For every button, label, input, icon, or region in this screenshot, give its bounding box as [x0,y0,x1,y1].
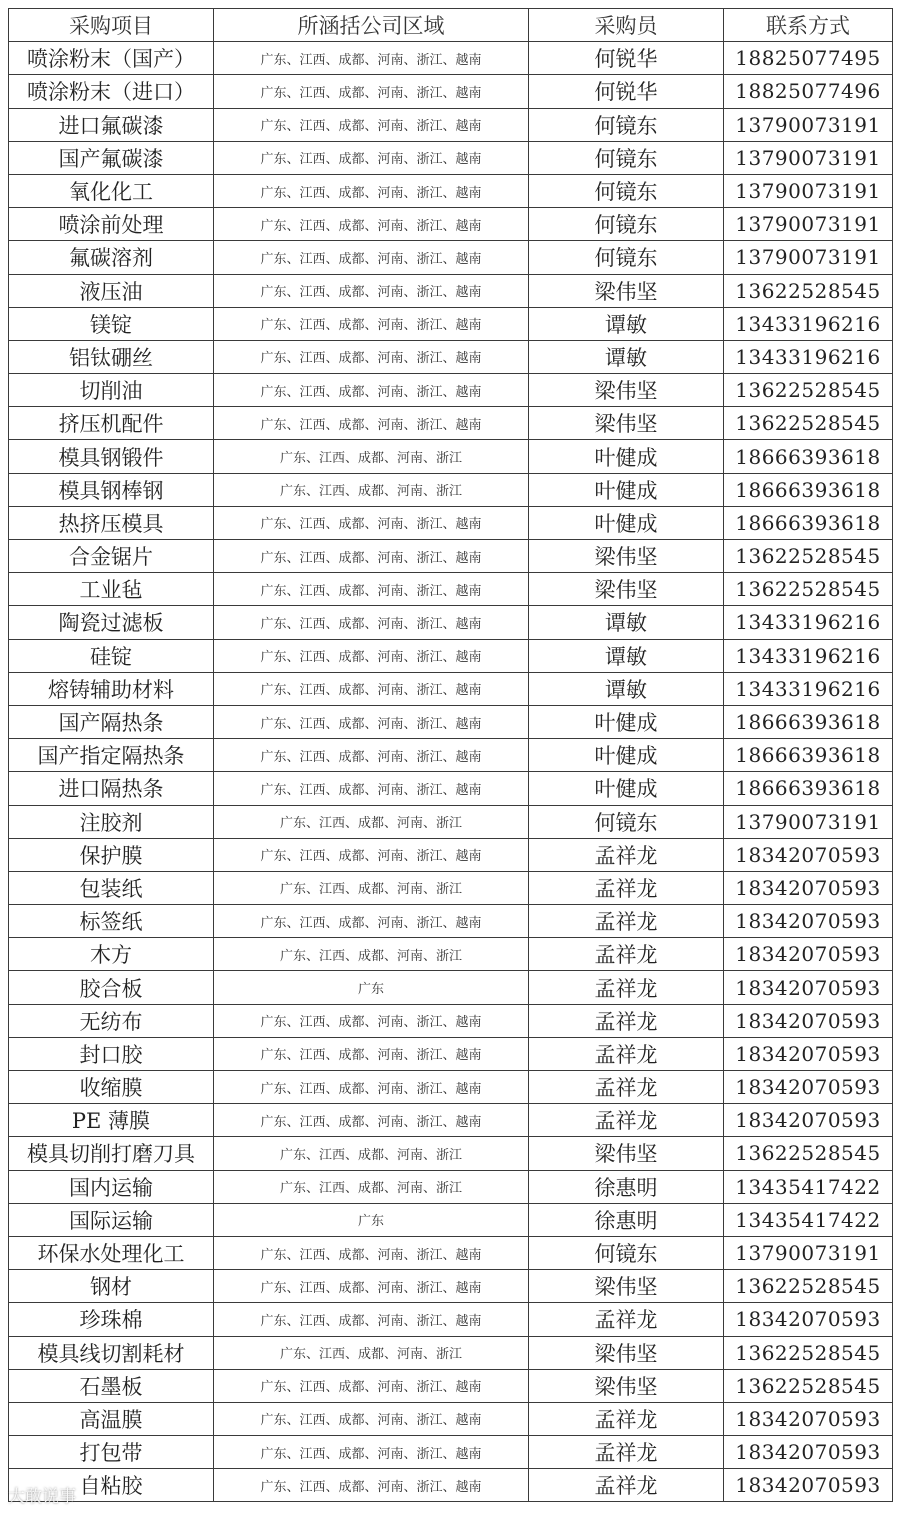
table-row [9,805,893,838]
cell-region: 广东、江西、成都、河南、浙江、越南 [214,208,529,241]
cell-item: 工业毡 [9,573,214,606]
table-row [9,1436,893,1469]
cell-item: 国产隔热条 [9,705,214,738]
cell-item: 木方 [9,938,214,971]
table-row [9,1004,893,1037]
table-row [9,871,893,904]
cell-region: 广东、江西、成都、河南、浙江、越南 [214,75,529,108]
cell-phone: 13435417422 [724,1203,893,1236]
cell-region: 广东、江西、成都、河南、浙江、越南 [214,374,529,407]
cell-item: 镁锭 [9,307,214,340]
cell-item: 喷涂前处理 [9,208,214,241]
cell-phone: 18666393618 [724,440,893,473]
cell-item: 环保水处理化工 [9,1236,214,1269]
table-row [9,1369,893,1402]
cell-region: 广东、江西、成都、河南、浙江 [214,1336,529,1369]
cell-region: 广东、江西、成都、河南、浙江、越南 [214,705,529,738]
cell-item: 合金锯片 [9,540,214,573]
cell-phone: 18342070593 [724,1037,893,1070]
cell-phone: 13790073191 [724,108,893,141]
cell-buyer: 叶健成 [529,473,724,506]
cell-item: 收缩膜 [9,1071,214,1104]
cell-region: 广东、江西、成都、河南、浙江、越南 [214,1004,529,1037]
cell-item: 国际运输 [9,1203,214,1236]
cell-buyer: 徐惠明 [529,1203,724,1236]
cell-region: 广东、江西、成都、河南、浙江、越南 [214,772,529,805]
cell-item: 进口隔热条 [9,772,214,805]
table-row [9,772,893,805]
cell-buyer: 梁伟坚 [529,540,724,573]
watermark-text: 大敢说事 [8,1487,76,1507]
header-region: 所涵括公司区域 [214,9,529,42]
cell-region: 广东、江西、成都、河南、浙江、越南 [214,407,529,440]
cell-buyer: 何镜东 [529,805,724,838]
cell-buyer: 叶健成 [529,506,724,539]
cell-item: 钢材 [9,1270,214,1303]
cell-buyer: 谭敏 [529,340,724,373]
table-row [9,340,893,373]
cell-buyer: 孟祥龙 [529,1436,724,1469]
cell-buyer: 梁伟坚 [529,374,724,407]
cell-region: 广东、江西、成都、河南、浙江、越南 [214,540,529,573]
cell-buyer: 叶健成 [529,772,724,805]
table-row [9,307,893,340]
cell-buyer: 何锐华 [529,42,724,75]
table-row [9,1336,893,1369]
cell-item: 国内运输 [9,1170,214,1203]
table-row [9,1170,893,1203]
cell-buyer: 孟祥龙 [529,971,724,1004]
cell-item: PE 薄膜 [9,1104,214,1137]
table-row [9,905,893,938]
table-row [9,1104,893,1137]
header-buyer: 采购员 [529,9,724,42]
cell-item: 陶瓷过滤板 [9,606,214,639]
table-row [9,1469,893,1502]
cell-region: 广东、江西、成都、河南、浙江 [214,473,529,506]
cell-phone: 13622528545 [724,540,893,573]
cell-region: 广东、江西、成都、河南、浙江、越南 [214,42,529,75]
cell-buyer: 梁伟坚 [529,1369,724,1402]
cell-region: 广东 [214,1203,529,1236]
cell-item: 保护膜 [9,838,214,871]
cell-buyer: 梁伟坚 [529,1336,724,1369]
table-row [9,241,893,274]
cell-item: 珍珠棉 [9,1303,214,1336]
table-row [9,274,893,307]
cell-region: 广东、江西、成都、河南、浙江、越南 [214,1303,529,1336]
cell-phone: 13622528545 [724,1336,893,1369]
cell-buyer: 何镜东 [529,1236,724,1269]
cell-phone: 13790073191 [724,141,893,174]
table-row [9,639,893,672]
table-row [9,705,893,738]
cell-phone: 18825077495 [724,42,893,75]
cell-item: 胶合板 [9,971,214,1004]
cell-phone: 13433196216 [724,672,893,705]
cell-phone: 13790073191 [724,241,893,274]
cell-phone: 18342070593 [724,838,893,871]
cell-region: 广东、江西、成都、河南、浙江、越南 [214,1436,529,1469]
cell-phone: 18342070593 [724,1071,893,1104]
cell-buyer: 何镜东 [529,174,724,207]
table-row [9,672,893,705]
cell-buyer: 叶健成 [529,705,724,738]
cell-buyer: 孟祥龙 [529,1303,724,1336]
cell-buyer: 孟祥龙 [529,938,724,971]
cell-buyer: 梁伟坚 [529,1137,724,1170]
cell-item: 氟碳溶剂 [9,241,214,274]
cell-phone: 13790073191 [724,1236,893,1269]
table-row [9,42,893,75]
cell-buyer: 梁伟坚 [529,274,724,307]
table-row [9,1071,893,1104]
cell-item: 挤压机配件 [9,407,214,440]
cell-item: 铝钛硼丝 [9,340,214,373]
cell-item: 注胶剂 [9,805,214,838]
cell-buyer: 谭敏 [529,307,724,340]
cell-item: 封口胶 [9,1037,214,1070]
cell-region: 广东、江西、成都、河南、浙江、越南 [214,141,529,174]
cell-region: 广东、江西、成都、河南、浙江、越南 [214,739,529,772]
cell-phone: 13622528545 [724,374,893,407]
cell-item: 模具切削打磨刀具 [9,1137,214,1170]
table-row [9,1203,893,1236]
cell-region: 广东、江西、成都、河南、浙江 [214,1170,529,1203]
cell-buyer: 梁伟坚 [529,407,724,440]
cell-buyer: 何锐华 [529,75,724,108]
cell-item: 高温膜 [9,1402,214,1435]
cell-phone: 18825077496 [724,75,893,108]
cell-phone: 13433196216 [724,307,893,340]
cell-phone: 13435417422 [724,1170,893,1203]
cell-item: 模具钢锻件 [9,440,214,473]
cell-region: 广东、江西、成都、河南、浙江、越南 [214,838,529,871]
cell-buyer: 孟祥龙 [529,1402,724,1435]
cell-phone: 13790073191 [724,805,893,838]
table-row [9,1037,893,1070]
cell-phone: 13433196216 [724,606,893,639]
table-row [9,739,893,772]
cell-buyer: 谭敏 [529,606,724,639]
cell-item: 石墨板 [9,1369,214,1402]
procurement-contact-table [8,8,893,1502]
cell-phone: 13433196216 [724,639,893,672]
cell-item: 喷涂粉末（国产） [9,42,214,75]
cell-buyer: 谭敏 [529,672,724,705]
cell-phone: 18666393618 [724,705,893,738]
cell-region: 广东、江西、成都、河南、浙江、越南 [214,307,529,340]
cell-item: 无纺布 [9,1004,214,1037]
cell-phone: 13622528545 [724,1137,893,1170]
cell-item: 包装纸 [9,871,214,904]
cell-item: 切削油 [9,374,214,407]
table-row [9,838,893,871]
cell-phone: 18342070593 [724,938,893,971]
header-item: 采购项目 [9,9,214,42]
cell-region: 广东、江西、成都、河南、浙江 [214,805,529,838]
cell-phone: 13790073191 [724,174,893,207]
cell-buyer: 孟祥龙 [529,905,724,938]
cell-phone: 18342070593 [724,871,893,904]
table-row [9,1303,893,1336]
cell-phone: 18342070593 [724,971,893,1004]
cell-buyer: 谭敏 [529,639,724,672]
table-row [9,407,893,440]
cell-region: 广东、江西、成都、河南、浙江、越南 [214,174,529,207]
table-row [9,1270,893,1303]
cell-item: 模具钢棒钢 [9,473,214,506]
cell-region: 广东、江西、成都、河南、浙江 [214,938,529,971]
cell-phone: 13622528545 [724,573,893,606]
cell-item: 热挤压模具 [9,506,214,539]
cell-region: 广东、江西、成都、河南、浙江、越南 [214,1104,529,1137]
table-row [9,971,893,1004]
cell-region: 广东、江西、成都、河南、浙江 [214,871,529,904]
cell-buyer: 孟祥龙 [529,871,724,904]
cell-buyer: 叶健成 [529,440,724,473]
cell-buyer: 梁伟坚 [529,573,724,606]
table-row [9,374,893,407]
cell-region: 广东、江西、成都、河南、浙江、越南 [214,1270,529,1303]
table-row [9,540,893,573]
header-row [9,9,893,42]
table-row [9,1402,893,1435]
cell-phone: 18342070593 [724,1436,893,1469]
cell-region: 广东、江西、成都、河南、浙江、越南 [214,1402,529,1435]
cell-region: 广东、江西、成都、河南、浙江、越南 [214,506,529,539]
cell-region: 广东、江西、成都、河南、浙江 [214,440,529,473]
cell-region: 广东、江西、成都、河南、浙江、越南 [214,606,529,639]
cell-buyer: 何镜东 [529,108,724,141]
cell-phone: 18666393618 [724,772,893,805]
cell-item: 氧化化工 [9,174,214,207]
cell-region: 广东、江西、成都、河南、浙江、越南 [214,1236,529,1269]
table-row [9,1236,893,1269]
cell-buyer: 孟祥龙 [529,838,724,871]
cell-item: 国产氟碳漆 [9,141,214,174]
cell-phone: 18342070593 [724,1469,893,1502]
cell-buyer: 孟祥龙 [529,1037,724,1070]
cell-item: 国产指定隔热条 [9,739,214,772]
cell-item: 熔铸辅助材料 [9,672,214,705]
table-row [9,473,893,506]
cell-item: 自粘胶 [9,1469,214,1502]
cell-buyer: 何镜东 [529,241,724,274]
cell-region: 广东、江西、成都、河南、浙江、越南 [214,1037,529,1070]
cell-item: 进口氟碳漆 [9,108,214,141]
cell-phone: 18342070593 [724,905,893,938]
cell-phone: 18666393618 [724,739,893,772]
cell-phone: 18342070593 [724,1402,893,1435]
table-row [9,75,893,108]
cell-phone: 18666393618 [724,506,893,539]
table-row [9,573,893,606]
table-row [9,440,893,473]
cell-phone: 18666393618 [724,473,893,506]
cell-region: 广东、江西、成都、河南、浙江、越南 [214,1071,529,1104]
cell-region: 广东、江西、成都、河南、浙江、越南 [214,573,529,606]
cell-phone: 13433196216 [724,340,893,373]
cell-region: 广东、江西、成都、河南、浙江、越南 [214,108,529,141]
table-row [9,208,893,241]
table-row [9,174,893,207]
cell-buyer: 徐惠明 [529,1170,724,1203]
cell-buyer: 何镜东 [529,208,724,241]
cell-item: 打包带 [9,1436,214,1469]
cell-phone: 18342070593 [724,1104,893,1137]
cell-item: 硅锭 [9,639,214,672]
cell-region: 广东、江西、成都、河南、浙江、越南 [214,340,529,373]
cell-buyer: 叶健成 [529,739,724,772]
cell-region: 广东、江西、成都、河南、浙江、越南 [214,639,529,672]
cell-region: 广东、江西、成都、河南、浙江、越南 [214,672,529,705]
cell-region: 广东、江西、成都、河南、浙江、越南 [214,274,529,307]
cell-item: 标签纸 [9,905,214,938]
cell-buyer: 孟祥龙 [529,1071,724,1104]
cell-region: 广东、江西、成都、河南、浙江 [214,1137,529,1170]
cell-buyer: 何镜东 [529,141,724,174]
cell-region: 广东、江西、成都、河南、浙江、越南 [214,1369,529,1402]
cell-region: 广东、江西、成都、河南、浙江、越南 [214,1469,529,1502]
table-row [9,1137,893,1170]
cell-item: 模具线切割耗材 [9,1336,214,1369]
table-row [9,606,893,639]
table-row [9,506,893,539]
cell-buyer: 孟祥龙 [529,1004,724,1037]
cell-phone: 13790073191 [724,208,893,241]
cell-region: 广东 [214,971,529,1004]
cell-region: 广东、江西、成都、河南、浙江、越南 [214,905,529,938]
cell-phone: 18342070593 [724,1004,893,1037]
cell-buyer: 孟祥龙 [529,1104,724,1137]
cell-item: 喷涂粉末（进口） [9,75,214,108]
cell-item: 液压油 [9,274,214,307]
cell-buyer: 孟祥龙 [529,1469,724,1502]
cell-phone: 18342070593 [724,1303,893,1336]
cell-phone: 13622528545 [724,1270,893,1303]
cell-region: 广东、江西、成都、河南、浙江、越南 [214,241,529,274]
table-row [9,141,893,174]
table-row [9,108,893,141]
table-row [9,938,893,971]
cell-phone: 13622528545 [724,274,893,307]
header-contact: 联系方式 [724,9,893,42]
cell-phone: 13622528545 [724,407,893,440]
cell-phone: 13622528545 [724,1369,893,1402]
cell-buyer: 梁伟坚 [529,1270,724,1303]
